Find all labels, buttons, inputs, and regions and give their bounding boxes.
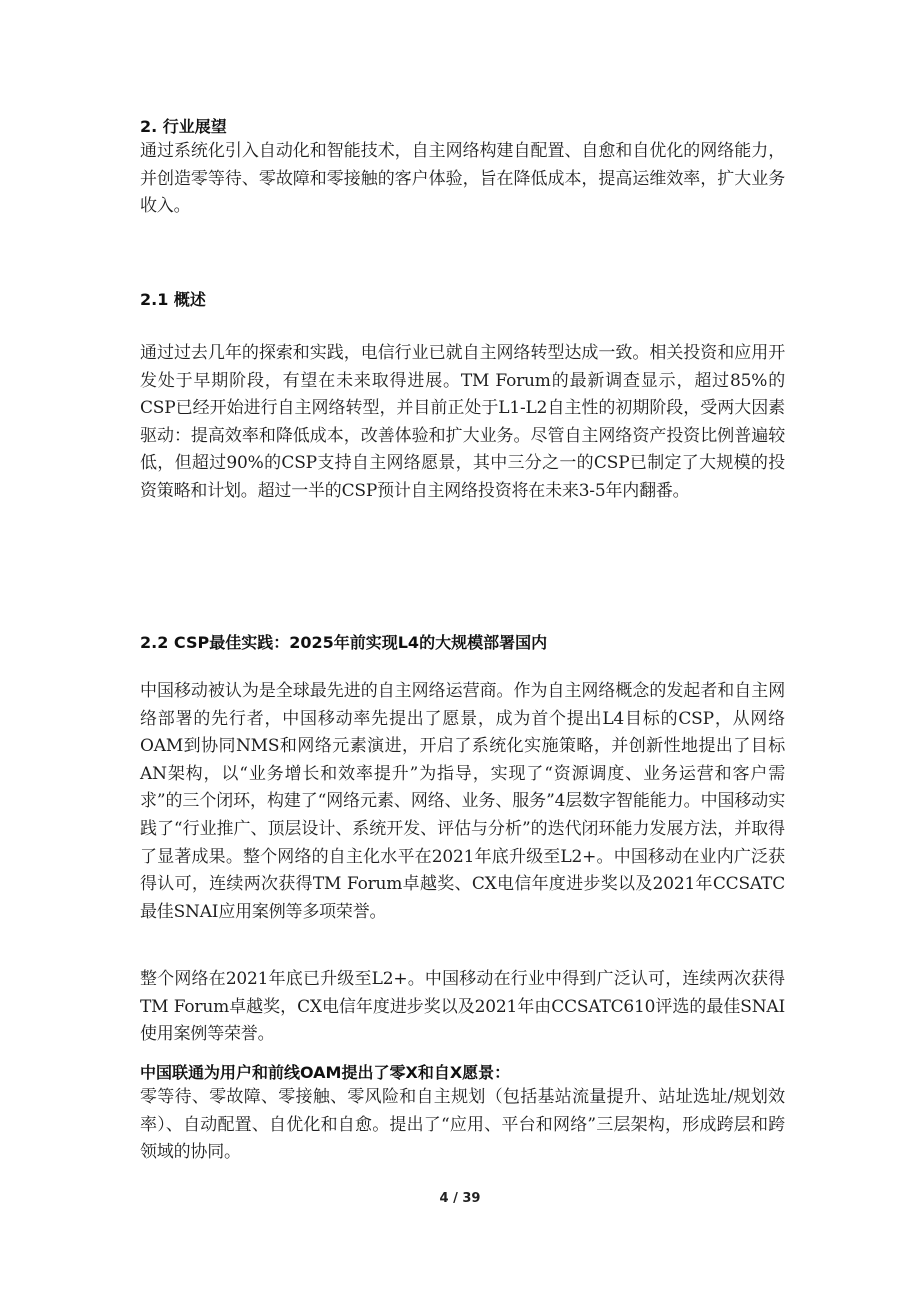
section-2-2 xyxy=(140,632,785,654)
section-2-1-heading: 2.1 概述 xyxy=(140,290,206,309)
section-2-2-para1: 中国移动被认为是全球最先进的自主网络运营商。作为自主网络概念的发起者和自主网络部署的先行者，中国移动率先提出了愿景，成为首个提出L4目标的CSP，从网络OAM到协同NMS和网络元素演进，开启了系统化实施策略，并创新性地提出了目标AN架构，以“业务增长和效率提升”为指导，实现了“资源调度、业务运营和客户需求”的三个闭环，构建了“网络元素、网络、业务、服务”4层数字智能能力。中国移动实践了“行业推广、顶层设计、系统开发、评估与分析”的迭代闭环能力发展方法，并取得了显著成果。整个网络的自主化水平在2021年底升级至L2+。中国移动在业内广泛获得认可，连续两次获得TM Forum卓越奖、CX电信年度进步奖以及2021年CCSATC最佳SNAI应用案例等多项荣誉。 xyxy=(140,681,785,922)
section-2-2-para2: 整个网络在2021年底已升级至L2+。中国移动在行业中得到广泛认可，连续两次获得TM Forum卓越奖，CX电信年度进步奖以及2021年由CCSATC610评选的最佳SNAI使用案例等荣誉。 xyxy=(140,969,785,1045)
unicom-heading: 中国联通为用户和前线OAM提出了零X和自X愿景： xyxy=(140,1063,511,1082)
unicom-body: 零等待、零故障、零接触、零风险和自主规划（包括基站流量提升、站址选址/规划效率）、自动配置、自优化和自愈。提出了“应用、平台和网络”三层架构，形成跨层和跨领域的协同。 xyxy=(140,1087,785,1163)
page-number: 4 / 39 xyxy=(439,1191,481,1206)
section-2-2-para1-block xyxy=(140,678,785,926)
section-2 xyxy=(140,116,785,221)
section-2-2-heading: 2.2 CSP最佳实践：2025年前实现L4的大规模部署国内 xyxy=(140,633,548,652)
section-2-1 xyxy=(140,289,785,311)
unicom-block xyxy=(140,1062,785,1167)
section-2-heading: 2. 行业展望 xyxy=(140,117,227,136)
section-2-1-body-block xyxy=(140,340,785,506)
section-2-1-body: 通过过去几年的探索和实践，电信行业已就自主网络转型达成一致。相关投资和应用开发处于早期阶段，有望在未来取得进展。TM Forum的最新调查显示，超过85%的CSP已经开始进行自主网络转型，并目前正处于L1-L2自主性的初期阶段，受两大因素驱动：提高效率和降低成本，改善体验和扩大业务。尽管自主网络资产投资比例普遍较低，但超过90%的CSP支持自主网络愿景，其中三分之一的CSP已制定了大规模的投资策略和计划。超过一半的CSP预计自主网络投资将在未来3-5年内翻番。 xyxy=(140,343,785,501)
section-2-intro: 通过系统化引入自动化和智能技术，自主网络构建自配置、自愈和自优化的网络能力，并创造零等待、零故障和零接触的客户体验，旨在降低成本，提高运维效率，扩大业务收入。 xyxy=(140,141,785,217)
section-2-2-para2-block xyxy=(140,966,785,1049)
